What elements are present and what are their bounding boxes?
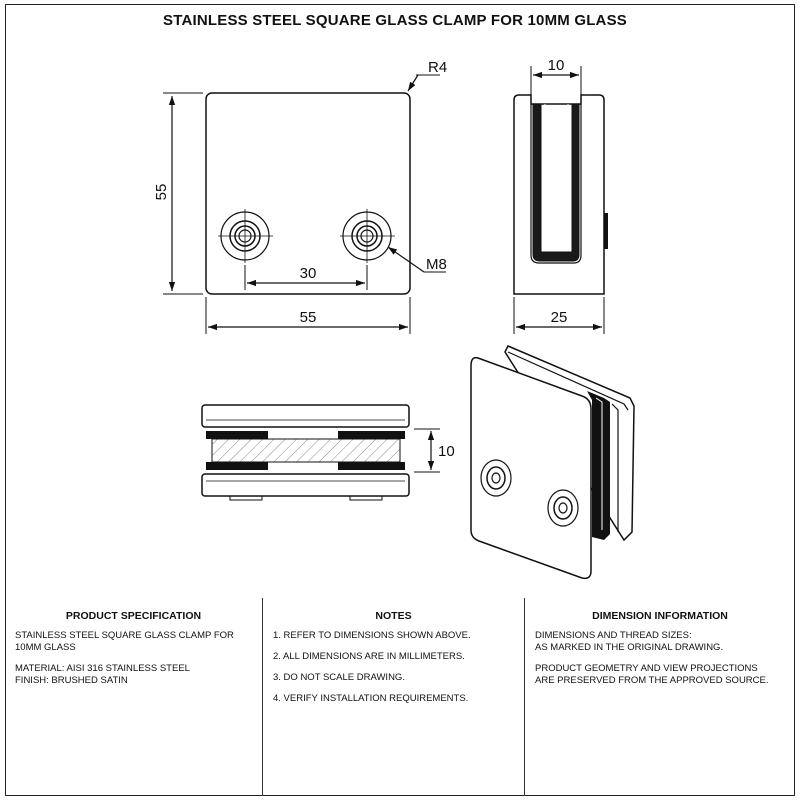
- thread-leader: [388, 247, 424, 272]
- side-view-gasket: [533, 104, 579, 261]
- note-item: 3. DO NOT SCALE DRAWING.: [273, 671, 405, 683]
- radius-leader: [408, 75, 418, 91]
- front-view-hole-left: [218, 209, 273, 263]
- front-height-label: 55: [153, 183, 170, 201]
- dimension-info-thread: DIMENSIONS AND THREAD SIZES: AS MARKED IN THE ORIGINAL DRAWING.: [535, 630, 724, 653]
- product-specification-column: [5, 598, 263, 796]
- side-gap-label: 10: [547, 57, 565, 74]
- note-item: 1. REFER TO DIMENSIONS SHOWN ABOVE.: [273, 630, 471, 641]
- bottom-view: [202, 405, 440, 500]
- isometric-front-plate: [471, 358, 591, 579]
- bottom-view-top-gasket-right: [338, 431, 405, 439]
- bottom-gap-label: 10: [438, 443, 455, 460]
- side-view-body: [514, 95, 604, 294]
- dimension-information-header: DIMENSION INFORMATION: [592, 610, 728, 622]
- bottom-view-glass: [212, 439, 400, 462]
- bottom-view-bottom-gasket-right: [338, 462, 405, 470]
- side-view-setscrew: [604, 213, 608, 249]
- dimension-info-geometry: PRODUCT GEOMETRY AND VIEW PROJECTIONS ARE PRESERVED FROM THE APPROVED SOURCE.: [535, 662, 769, 686]
- front-view: [163, 75, 446, 334]
- side-depth-label: 25: [550, 309, 568, 326]
- note-item: 2. ALL DIMENSIONS ARE IN MILLIMETERS.: [273, 650, 465, 662]
- front-view-plate: [206, 93, 410, 294]
- side-view: [514, 66, 608, 334]
- notes-column: [263, 598, 525, 796]
- bottom-view-top-gasket-left: [206, 431, 268, 439]
- dimension-information-column: [525, 598, 795, 796]
- bottom-view-top-plate: [202, 405, 409, 427]
- product-description: STAINLESS STEEL SQUARE GLASS CLAMP FOR 10MM GLASS: [15, 630, 234, 653]
- hole-spacing-label: 30: [299, 265, 317, 282]
- bottom-view-bottom-gasket-left: [206, 462, 268, 470]
- product-specification-header: PRODUCT SPECIFICATION: [65, 610, 202, 622]
- isometric-view: [471, 346, 634, 578]
- front-view-hole-right: [340, 209, 395, 263]
- thread-size-label: M8: [426, 256, 447, 273]
- drawing-title: STAINLESS STEEL SQUARE GLASS CLAMP FOR 10MM GLASS: [162, 12, 628, 29]
- bottom-view-bottom-plate: [202, 474, 409, 496]
- specification-table: [5, 598, 795, 796]
- product-material-finish: MATERIAL: AISI 316 STAINLESS STEEL FINISH: BRUSHED SATIN: [15, 662, 190, 686]
- front-width-label: 55: [299, 309, 317, 326]
- corner-radius-label: R4: [428, 59, 448, 76]
- notes-header: NOTES: [375, 610, 412, 622]
- note-item: 4. VERIFY INSTALLATION REQUIREMENTS.: [273, 692, 469, 704]
